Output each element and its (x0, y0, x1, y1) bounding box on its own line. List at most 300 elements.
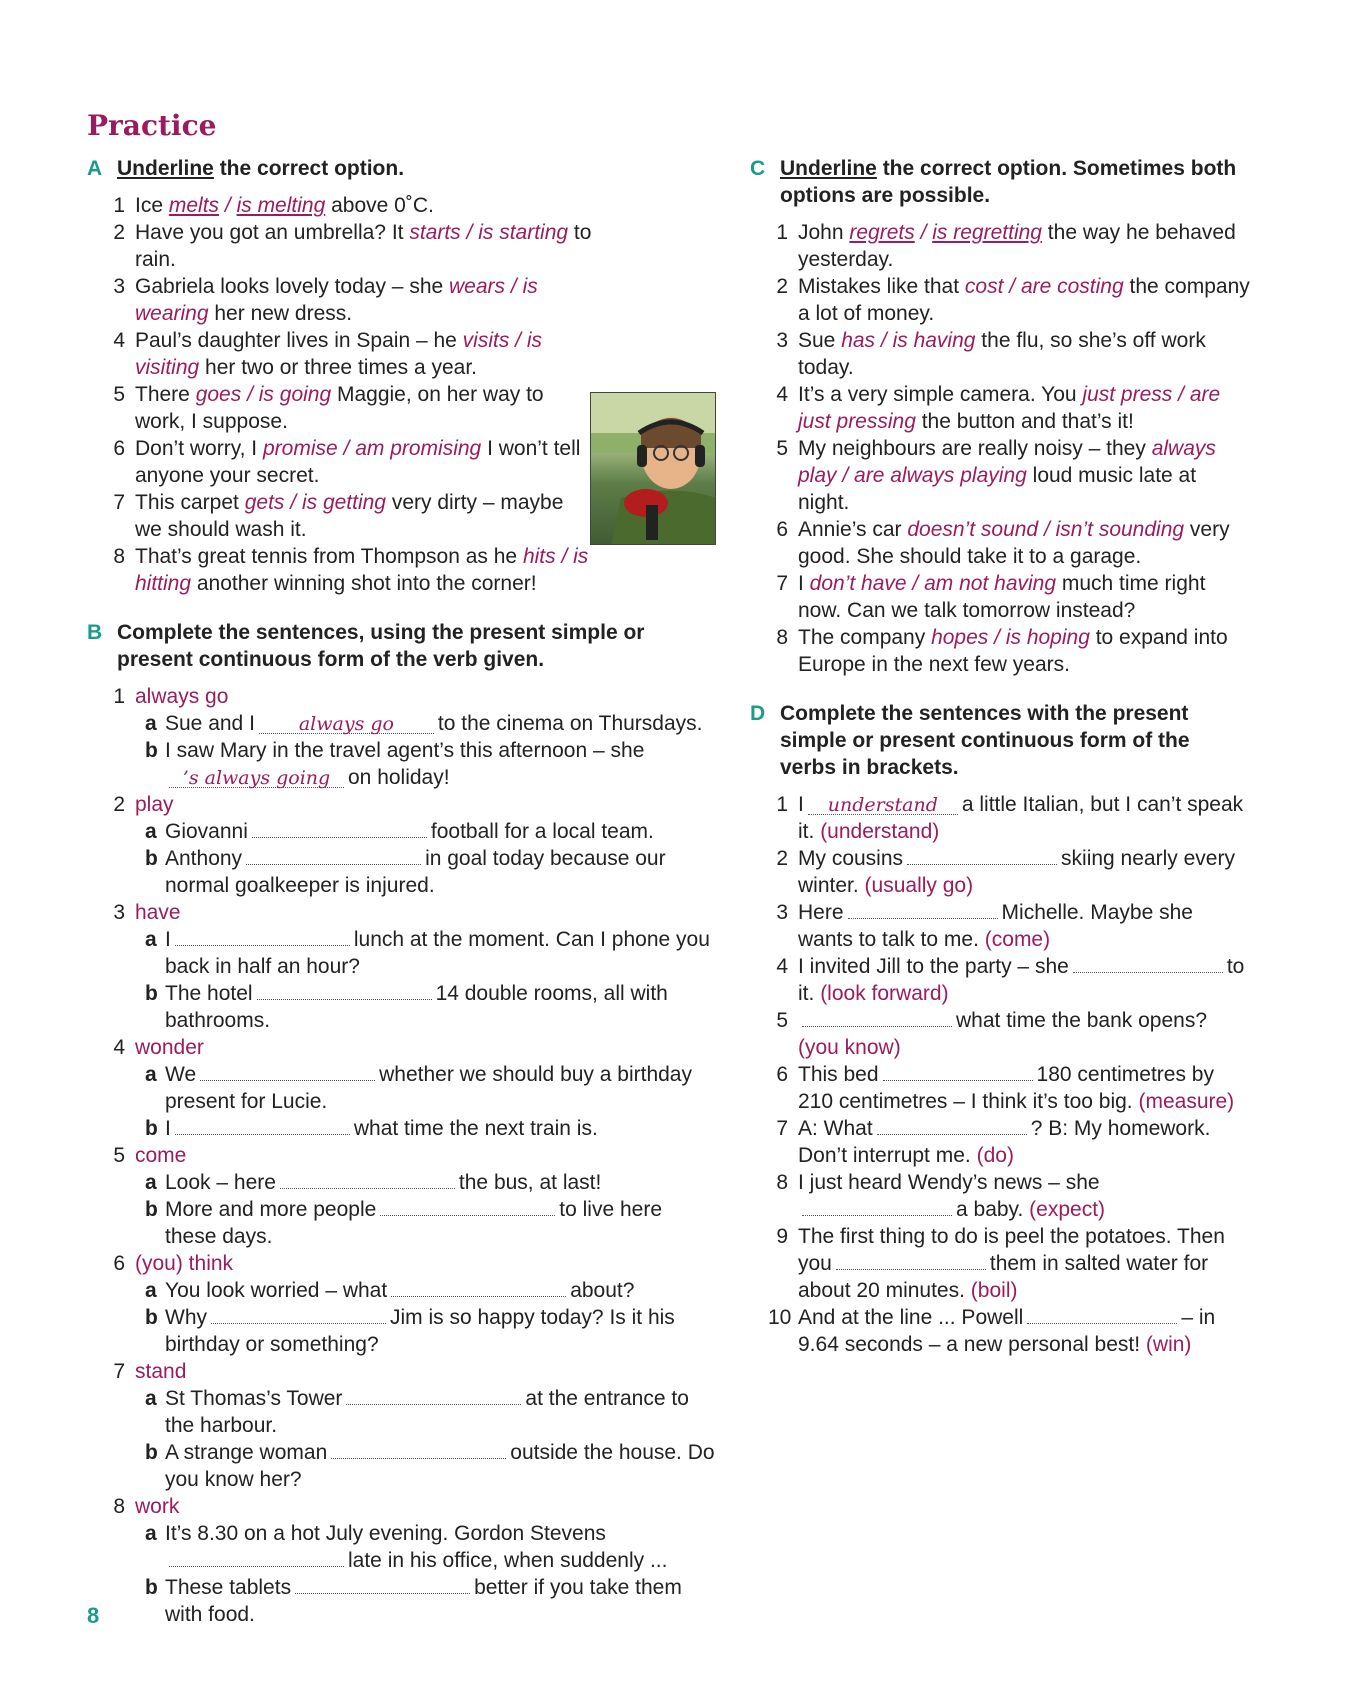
option-1[interactable]: visits (462, 329, 510, 352)
item-number: 8 (776, 1171, 788, 1194)
sentence-end: to it. (798, 955, 1245, 1005)
option-2[interactable]: is getting (301, 491, 386, 514)
item-number: 2 (113, 793, 125, 816)
item-number: 7 (113, 1360, 125, 1383)
sentence-end: much time right now. Can we talk tomorrow instead? (798, 572, 1206, 622)
section-c-items (750, 219, 1250, 678)
item-text: Have you got an umbrella? It starts / is starting to rain. (135, 221, 592, 271)
sentence-end: I won’t tell anyone your secret. (135, 437, 581, 487)
verb-hint: (win) (1145, 1333, 1192, 1356)
item-text: There goes / is going Maggie, on her way to work, I suppose. (135, 383, 544, 433)
option-2[interactable]: is melting (236, 194, 326, 217)
sentence-start: I invited Jill to the party – she (798, 955, 1069, 978)
list-item (750, 899, 1250, 953)
list-item (750, 1304, 1250, 1358)
verb-hint: (understand) (820, 820, 940, 843)
sentence-end: to expand into Europe in the next few years. (798, 626, 1228, 676)
sentence-end: 180 centimetres by 210 centimetres – I think it’s too big. (798, 1063, 1214, 1113)
list-item (750, 327, 1250, 381)
item-text: This carpet gets / is getting very dirty – maybe we should wash it. (135, 491, 564, 541)
verb-hint: (look forward) (820, 982, 949, 1005)
sentence-end: ? B: My homework. Don’t interrupt me. (798, 1117, 1211, 1167)
option-1[interactable]: starts (409, 221, 461, 244)
sub-text (165, 926, 717, 980)
sub-text (165, 1439, 717, 1493)
sentence-end: the flu, so she’s off work today. (798, 329, 1206, 379)
option-2[interactable]: is hitting (135, 545, 589, 595)
item-text: Sue has / is having the flu, so she’s off work today. (798, 329, 1206, 379)
section-letter: A (87, 157, 103, 180)
sentence-end: to rain. (135, 221, 592, 271)
sentence-end: 14 double rooms, all with bathrooms. (165, 982, 668, 1032)
option-2[interactable]: is going (258, 383, 332, 406)
given-verb: have (135, 901, 181, 924)
section-title: the correct option. (213, 157, 405, 180)
sentence-start: There (135, 383, 196, 406)
sentence-end: to the cinema on Thursdays. (437, 712, 703, 735)
option-2[interactable]: is having (892, 329, 976, 352)
sub-letter: b (145, 1441, 158, 1464)
item-number: 4 (776, 383, 788, 406)
list-item (750, 953, 1250, 1007)
list-item (750, 845, 1250, 899)
sentence-end: Michelle. Maybe she wants to talk to me. (798, 901, 1193, 951)
item-text: My neighbours are really noisy – they always play / are always playing loud music late at night. (798, 437, 1216, 514)
item-number: 1 (113, 194, 125, 217)
item-number: 8 (113, 1495, 125, 1518)
item-number: 1 (776, 793, 788, 816)
sentence-start: Mistakes like that (798, 275, 965, 298)
sentence-start: More and more people (165, 1198, 377, 1221)
sentence-start: Paul’s daughter lives in Spain – he (135, 329, 463, 352)
list-item (87, 1358, 717, 1385)
item-number: 3 (113, 901, 125, 924)
item-text: I don’t have / am not having much time right now. Can we talk tomorrow instead? (798, 572, 1206, 622)
sub-item (145, 845, 717, 899)
sentence-start: I (798, 572, 810, 595)
option-2[interactable]: am promising (355, 437, 482, 460)
item-number: 4 (113, 329, 125, 352)
sentence-end: Maggie, on her way to work, I suppose. (135, 383, 544, 433)
sub-text (165, 1277, 717, 1304)
answer-blank[interactable] (175, 1117, 350, 1135)
item-number: 6 (776, 1063, 788, 1086)
item-number: 6 (113, 437, 125, 460)
verb-hint: (boil) (970, 1279, 1018, 1302)
sentence-end: what time the next train is. (353, 1117, 598, 1140)
sub-letter: b (145, 982, 158, 1005)
sentence-end: lunch at the moment. Can I phone you back in half an hour? (165, 928, 710, 978)
answer-blank[interactable] (380, 1198, 555, 1216)
item-number: 10 (768, 1306, 792, 1329)
list-item (750, 1061, 1250, 1115)
sub-item (145, 737, 717, 791)
underline-word: Underline (780, 157, 877, 180)
item-number: 6 (113, 1252, 125, 1275)
answer-blank[interactable] (883, 1063, 1033, 1081)
sentence-start: This carpet (135, 491, 245, 514)
sub-item (145, 1277, 717, 1304)
item-number: 4 (776, 955, 788, 978)
sub-text (165, 1304, 717, 1358)
page-number: 8 (87, 1603, 100, 1628)
sentence-start: Don’t worry, I (135, 437, 263, 460)
section-d-heading (750, 700, 1250, 781)
option-1[interactable]: promise (262, 437, 338, 460)
item-number: 1 (776, 221, 788, 244)
answer-blank[interactable] (211, 1306, 386, 1324)
list-item (87, 1250, 717, 1277)
sentence-end: very good. She should take it to a garage. (798, 518, 1230, 568)
item-text (798, 845, 1250, 899)
option-1[interactable]: wears (449, 275, 506, 298)
item-number: 1 (113, 685, 125, 708)
list-item (750, 791, 1250, 845)
option-2[interactable]: am not having (924, 572, 1057, 595)
answer-blank[interactable] (280, 1171, 455, 1189)
list-item (750, 1007, 1250, 1061)
sentence-start: Giovanni (165, 820, 248, 843)
page-title: Practice (87, 109, 217, 142)
option-2[interactable]: is visiting (135, 329, 543, 379)
answer-blank[interactable]: understand (808, 797, 958, 815)
sub-text (165, 1196, 717, 1250)
sub-letter: a (145, 820, 157, 843)
item-number: 4 (113, 1036, 125, 1059)
sentence-start: Anthony (165, 847, 243, 870)
answer-blank[interactable] (252, 820, 427, 838)
sentence-start: We (165, 1063, 197, 1086)
option-1[interactable]: hits (522, 545, 556, 568)
item-number: 2 (113, 221, 125, 244)
sentence-end: the button and that’s it! (915, 410, 1134, 433)
option-1[interactable]: doesn’t sound (907, 518, 1039, 541)
sub-letter: b (145, 1576, 158, 1599)
verb-hint: (measure) (1138, 1090, 1235, 1113)
sentence-start: It’s a very simple camera. You (798, 383, 1083, 406)
sentence-start: A: What (798, 1117, 873, 1140)
sentence-start: Look – here (165, 1171, 276, 1194)
given-verb: stand (135, 1360, 187, 1383)
item-text: The company hopes / is hoping to expand into Europe in the next few years. (798, 626, 1228, 676)
sentence-start: Have you got an umbrella? It (135, 221, 410, 244)
verb-hint: (you know) (798, 1036, 901, 1059)
sub-letter: a (145, 928, 157, 951)
option-1[interactable]: has (841, 329, 876, 352)
sub-item (145, 1385, 717, 1439)
section-letter: C (750, 157, 766, 180)
answer-blank[interactable] (877, 1117, 1027, 1135)
section-d-items (750, 791, 1250, 1358)
sentence-start: The first thing to do is peel the potatoes. Then you (798, 1225, 1225, 1275)
sub-item (145, 1574, 717, 1628)
sentence-end: about? (570, 1279, 635, 1302)
item-text: John regrets / is regretting the way he behaved yesterday. (798, 221, 1236, 271)
answer-blank[interactable] (836, 1252, 986, 1270)
option-2[interactable]: isn’t sounding (1055, 518, 1185, 541)
sentence-start: I (165, 1117, 171, 1140)
sub-letter: a (145, 1522, 157, 1545)
option-2[interactable]: are always playing (854, 464, 1027, 487)
item-text: Ice melts / is melting above 0˚C. (135, 194, 434, 217)
item-text: Don’t worry, I promise / am promising I won’t tell anyone your secret. (135, 437, 581, 487)
list-item (87, 192, 592, 219)
sub-item (145, 1061, 717, 1115)
sentence-end: a baby. (956, 1198, 1024, 1221)
sub-text (165, 710, 717, 737)
given-verb: work (135, 1495, 180, 1518)
item-text (798, 899, 1250, 953)
section-title: the correct option. Sometimes both options are possible. (780, 157, 1237, 207)
sentence-end: in goal today because our normal goalkeeper is injured. (165, 847, 666, 897)
sentence-start: The hotel (165, 982, 253, 1005)
verb-hint: (come) (984, 928, 1051, 951)
sub-item (145, 1196, 717, 1250)
sentence-start: My neighbours are really noisy – they (798, 437, 1152, 460)
list-item (87, 1142, 717, 1169)
sentence-end: them in salted water for about 20 minutes. (798, 1252, 1209, 1302)
sentence-end: better if you take them with food. (165, 1576, 682, 1626)
answer-blank[interactable] (802, 1009, 952, 1027)
sentence-start: I saw Mary in the travel agent’s this afternoon – she (165, 739, 645, 762)
item-text: Mistakes like that cost / are costing the company a lot of money. (798, 275, 1250, 325)
sentence-end: the company a lot of money. (798, 275, 1250, 325)
option-2[interactable]: are just pressing (798, 383, 1221, 433)
option-1[interactable]: always play (798, 437, 1216, 487)
given-verb: wonder (135, 1036, 204, 1059)
sentence-end: whether we should buy a birthday present for Lucie. (165, 1063, 692, 1113)
answer-blank[interactable] (1027, 1306, 1177, 1324)
given-verb: (you) think (135, 1252, 234, 1275)
section-letter: D (750, 702, 766, 725)
item-number: 3 (113, 275, 125, 298)
sentence-end: another winning shot into the corner! (191, 572, 537, 595)
sentence-start: St Thomas’s Tower (165, 1387, 343, 1410)
list-item (750, 1223, 1250, 1304)
item-text (798, 1223, 1250, 1304)
sentence-end: above 0˚C. (325, 194, 434, 217)
item-text: Paul’s daughter lives in Spain – he visits / is visiting her two or three times a year. (135, 329, 543, 379)
sub-text (165, 1520, 717, 1574)
sub-item (145, 1169, 717, 1196)
option-1[interactable]: regrets (849, 221, 915, 244)
list-item (87, 1034, 717, 1061)
sub-letter: a (145, 1387, 157, 1410)
list-item (750, 624, 1250, 678)
sentence-start: The company (798, 626, 932, 649)
sentence-start: Why (165, 1306, 207, 1329)
item-text: It’s a very simple camera. You just press / are just pressing the button and that’s it! (798, 383, 1221, 433)
option-1[interactable]: goes (195, 383, 242, 406)
sub-item (145, 1439, 717, 1493)
sentence-end: late in his office, when suddenly ... (348, 1549, 668, 1572)
sub-text (165, 1061, 717, 1115)
answer-blank[interactable] (295, 1576, 470, 1594)
list-item (750, 219, 1250, 273)
answer-blank[interactable] (246, 847, 421, 865)
sentence-start: John (798, 221, 850, 244)
list-item (750, 1169, 1250, 1223)
section-b-items (87, 683, 717, 1628)
sentence-end: what time the bank opens? (956, 1009, 1207, 1032)
sub-item (145, 1304, 717, 1358)
list-item (750, 516, 1250, 570)
sub-text (165, 1169, 717, 1196)
sub-letter: b (145, 1198, 158, 1221)
item-number: 7 (776, 1117, 788, 1140)
sentence-start: I (165, 928, 171, 951)
sentence-end: the bus, at last! (458, 1171, 602, 1194)
item-text: That’s great tennis from Thompson as he hits / is hitting another winning shot into the corner! (135, 545, 589, 595)
item-number: 7 (776, 572, 788, 595)
answer-blank[interactable] (169, 1549, 344, 1567)
answer-blank[interactable]: ’s always going (169, 770, 344, 788)
section-title: Complete the sentences with the present simple or present continuous form of the verbs in brackets. (780, 702, 1190, 779)
option-2[interactable]: is wearing (135, 275, 538, 325)
sentence-end: very dirty – maybe we should wash it. (135, 491, 564, 541)
item-text (798, 1007, 1250, 1061)
item-number: 2 (776, 275, 788, 298)
answer-blank[interactable]: always go (259, 716, 434, 734)
list-item (87, 219, 592, 273)
sentence-start: Sue (798, 329, 842, 352)
sub-text (165, 818, 717, 845)
option-1[interactable]: hopes (931, 626, 989, 649)
sentence-start: This bed (798, 1063, 879, 1086)
section-b-heading (87, 619, 717, 673)
sentence-end: skiing nearly every winter. (798, 847, 1235, 897)
sub-item (145, 710, 717, 737)
item-number: 3 (776, 901, 788, 924)
sentence-start: These tablets (165, 1576, 292, 1599)
section-a-items (87, 192, 592, 597)
given-verb: always go (135, 685, 229, 708)
option-1[interactable]: just press (1082, 383, 1173, 406)
list-item (750, 435, 1250, 516)
sentence-start: Here (798, 901, 844, 924)
sub-text (165, 737, 717, 791)
item-text (798, 1169, 1250, 1223)
sentence-start: I just heard Wendy’s news – she (798, 1171, 1100, 1194)
sub-letter: b (145, 1117, 158, 1140)
item-text (798, 791, 1250, 845)
verb-hint: (usually go) (864, 874, 974, 897)
list-item (87, 543, 592, 597)
answer-blank[interactable] (907, 847, 1057, 865)
sub-letter: a (145, 712, 157, 735)
sub-text (165, 1115, 717, 1142)
answer-blank[interactable] (175, 928, 350, 946)
list-item (750, 570, 1250, 624)
item-number: 8 (776, 626, 788, 649)
item-text (798, 953, 1250, 1007)
sub-letter: a (145, 1171, 157, 1194)
given-verb: play (135, 793, 174, 816)
sub-item (145, 1520, 717, 1574)
item-number: 5 (776, 437, 788, 460)
sentence-start: That’s great tennis from Thompson as he (135, 545, 523, 568)
item-number: 8 (113, 545, 125, 568)
item-number: 2 (776, 847, 788, 870)
answer-blank[interactable] (848, 901, 998, 919)
answer-blank[interactable] (346, 1387, 521, 1405)
sub-text (165, 1574, 717, 1628)
list-item (87, 273, 592, 327)
sentence-end: Jim is so happy today? Is it his birthday or something? (165, 1306, 675, 1356)
item-number: 7 (113, 491, 125, 514)
option-1[interactable]: don’t have (809, 572, 907, 595)
option-2[interactable]: are costing (1020, 275, 1124, 298)
section-title: Complete the sentences, using the present simple or present continuous form of the verb given. (117, 621, 645, 671)
list-item (750, 1115, 1250, 1169)
sentence-start: It’s 8.30 on a hot July evening. Gordon Stevens (165, 1522, 606, 1545)
sub-item (145, 1115, 717, 1142)
option-2[interactable]: is hoping (1005, 626, 1090, 649)
option-2[interactable]: is regretting (932, 221, 1042, 244)
item-text (798, 1304, 1250, 1358)
sub-letter: b (145, 847, 158, 870)
sentence-start: Gabriela looks lovely today – she (135, 275, 450, 298)
sentence-end: football for a local team. (430, 820, 654, 843)
verb-hint: (expect) (1029, 1198, 1106, 1221)
item-text (798, 1061, 1250, 1115)
underline-word: Underline (117, 157, 214, 180)
answer-blank[interactable] (200, 1063, 375, 1081)
sentence-start: I (798, 793, 804, 816)
answer-blank[interactable] (802, 1198, 952, 1216)
sentence-start: My cousins (798, 847, 904, 870)
sub-text (165, 1385, 717, 1439)
sentence-start: Ice (135, 194, 169, 217)
list-item (750, 381, 1250, 435)
sub-item (145, 980, 717, 1034)
sub-text (165, 980, 717, 1034)
answer-blank[interactable] (257, 982, 432, 1000)
sentence-end: at the entrance to the harbour. (165, 1387, 689, 1437)
item-text (798, 1115, 1250, 1169)
sentence-end: a little Italian, but I can’t speak it. (798, 793, 1244, 843)
list-item (87, 327, 592, 381)
given-verb: come (135, 1144, 187, 1167)
item-text: Gabriela looks lovely today – she wears / is wearing her new dress. (135, 275, 538, 325)
list-item (87, 381, 592, 435)
answer-blank[interactable] (391, 1279, 566, 1297)
answer-blank[interactable] (1073, 955, 1223, 973)
list-item (87, 435, 592, 489)
item-number: 5 (776, 1009, 788, 1032)
item-number: 5 (113, 1144, 125, 1167)
option-1[interactable]: melts (168, 194, 220, 217)
item-number: 5 (113, 383, 125, 406)
section-c-heading (750, 155, 1250, 209)
sentence-end: outside the house. Do you know her? (165, 1441, 715, 1491)
sentence-end: her new dress. (208, 302, 353, 325)
sentence-start: You look worried – what (165, 1279, 388, 1302)
sentence-start: And at the line ... Powell (798, 1306, 1024, 1329)
option-1[interactable]: gets (244, 491, 285, 514)
item-number: 6 (776, 518, 788, 541)
sentence-end: to live here these days. (165, 1198, 663, 1248)
sentence-end: her two or three times a year. (199, 356, 477, 379)
answer-blank[interactable] (331, 1441, 506, 1459)
option-1[interactable]: cost (964, 275, 1004, 298)
sub-text (165, 845, 717, 899)
option-2[interactable]: is starting (478, 221, 569, 244)
item-number: 9 (776, 1225, 788, 1248)
sentence-end: – in 9.64 seconds – a new personal best! (798, 1306, 1216, 1356)
list-item (87, 899, 717, 926)
sentence-end: the way he behaved yesterday. (798, 221, 1236, 271)
